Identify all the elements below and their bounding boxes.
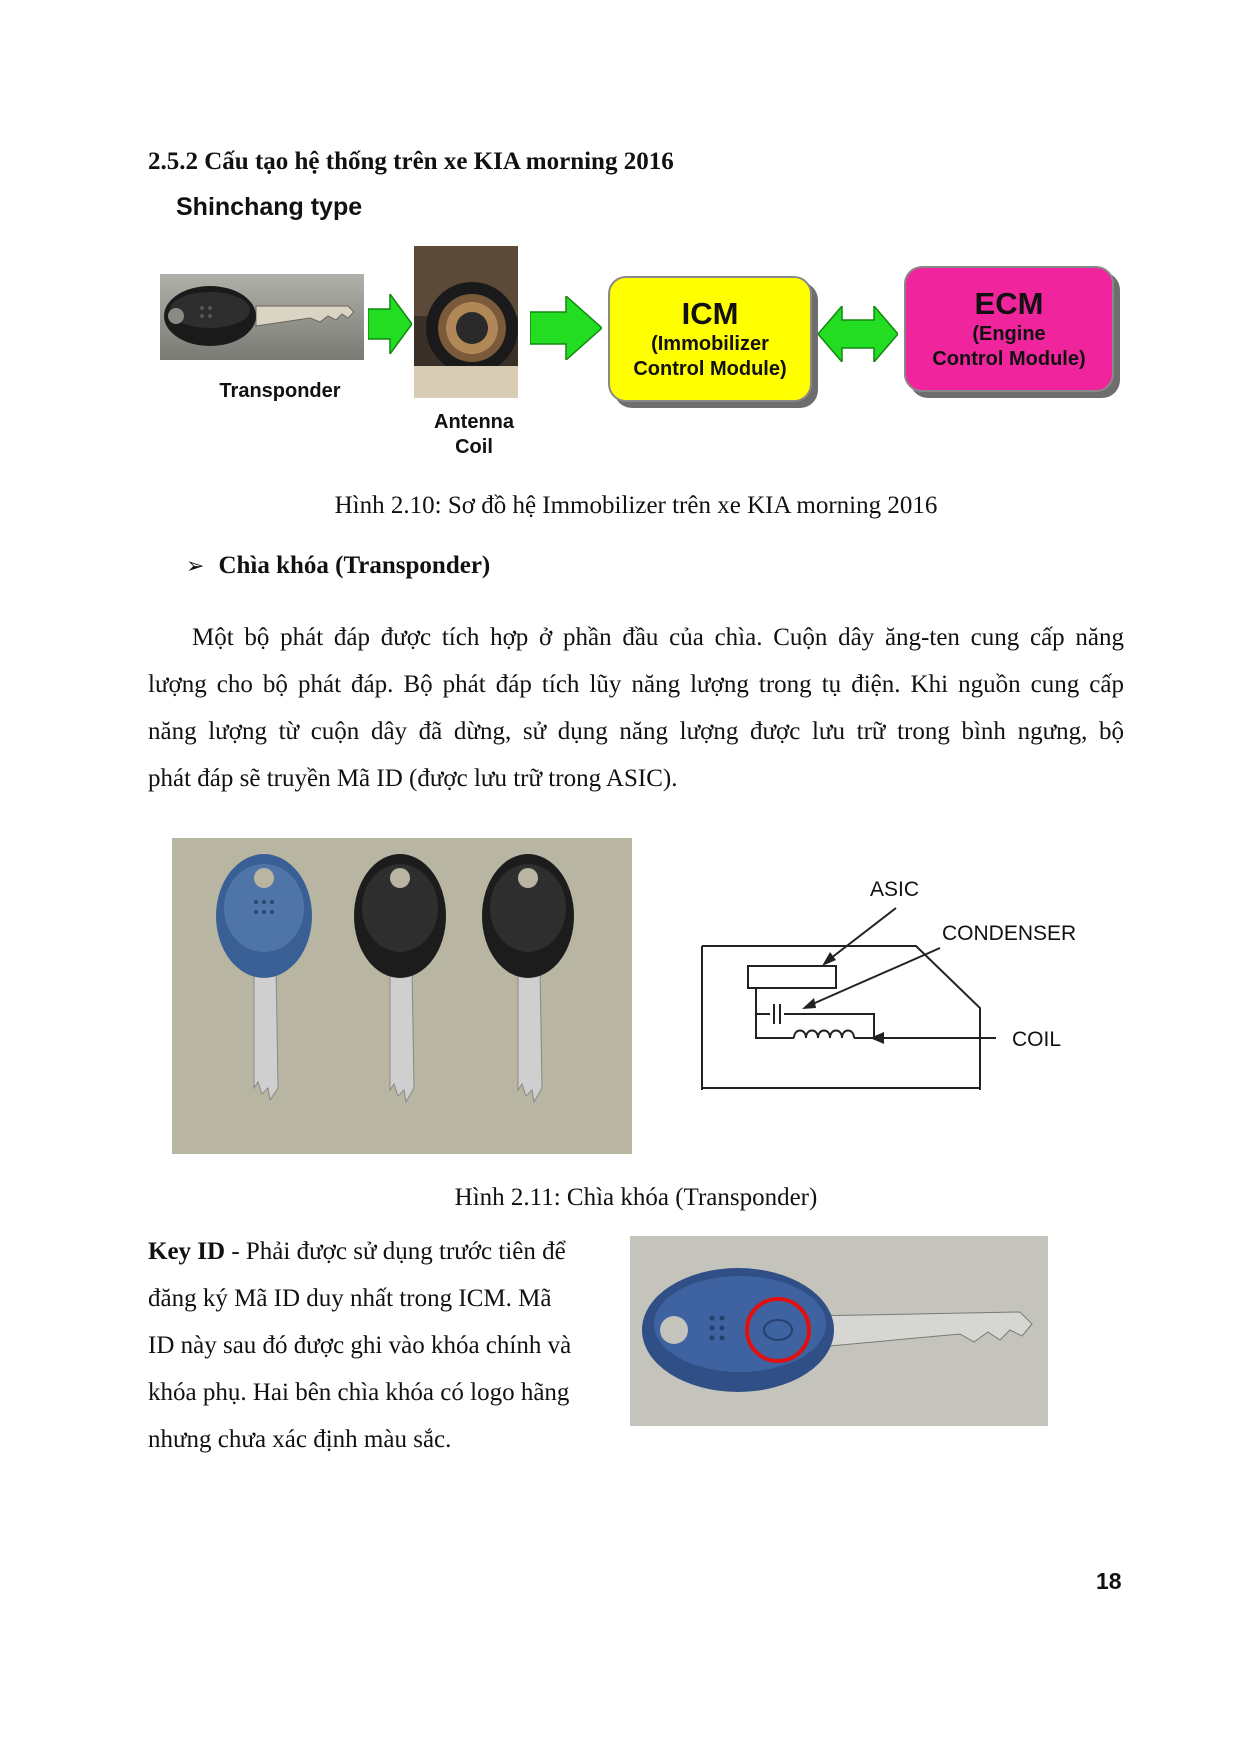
section-heading: 2.5.2 Cấu tạo hệ thống trên xe KIA morning 2016: [148, 148, 674, 175]
ecm-box: [904, 266, 1114, 392]
ecm-sub-2: Control Module): [932, 348, 1086, 370]
keyid-line: ID này sau đó được ghi vào khóa chính và: [148, 1332, 572, 1359]
bullet-heading: [186, 552, 490, 580]
keys-photo: [172, 838, 632, 1154]
diagram-title: Shinchang type: [176, 193, 363, 221]
figure-2-10-caption: Hình 2.10: Sơ đồ hệ Immobilizer trên xe KIA morning 2016: [334, 492, 938, 519]
icm-sub-1: (Immobilizer: [651, 333, 769, 355]
paragraph-line: phát đáp sẽ truyền Mã ID (được lưu trữ trong ASIC).: [148, 765, 678, 792]
transponder-schematic: [696, 880, 1096, 1090]
antenna-coil-label: [402, 410, 546, 460]
antenna-label-line-1: Antenna: [434, 411, 514, 433]
paragraph-line: năng lượng từ cuộn dây đã dừng, sử dụng năng lượng được lưu trữ trong bình ngưng, bộ: [148, 718, 1124, 745]
antenna-label-line-2: Coil: [455, 436, 493, 458]
ecm-sub-1: (Engine: [972, 323, 1046, 345]
icm-sub-2: Control Module): [633, 358, 787, 380]
keyid-line: nhưng chưa xác định màu sắc.: [148, 1426, 452, 1453]
page-number: 18: [1096, 1568, 1122, 1594]
figure-2-11-caption: Hình 2.11: Chìa khóa (Transponder): [454, 1184, 818, 1211]
key-logo-photo: [630, 1236, 1048, 1426]
paragraph-line: lượng cho bộ phát đáp. Bộ phát đáp tích lũy năng lượng trong tụ điện. Khi nguồn cung cấp: [148, 671, 1124, 698]
icm-box: [608, 276, 812, 402]
keyid-line: đăng ký Mã ID duy nhất trong ICM. Mã: [148, 1285, 552, 1312]
bullet-arrow-icon: ➢: [186, 554, 205, 579]
ecm-title: ECM: [974, 286, 1044, 321]
asic-label: ASIC: [870, 878, 920, 901]
antenna-coil-photo: [414, 246, 518, 398]
keyid-line-1-rest: - Phải được sử dụng trước tiên để: [225, 1238, 566, 1265]
keyid-paragraph: [148, 1228, 602, 1463]
keyid-line: [148, 1228, 602, 1275]
condenser-label: CONDENSER: [942, 922, 1077, 945]
paragraph-line: Một bộ phát đáp được tích hợp ở phần đầu của chìa. Cuộn dây ăng-ten cung cấp năng: [192, 624, 1124, 651]
arrow-right-icon: [530, 296, 602, 360]
coil-label: COIL: [1012, 1028, 1062, 1051]
transponder-label: Transponder: [219, 380, 341, 402]
body-paragraph: [148, 614, 1124, 802]
double-arrow-icon: [818, 306, 898, 362]
keyid-line: khóa phụ. Hai bên chìa khóa có logo hãng: [148, 1379, 570, 1406]
transponder-photo: [160, 274, 364, 360]
icm-title: ICM: [681, 296, 739, 331]
arrow-right-icon: [368, 294, 412, 354]
keyid-bold: Key ID: [148, 1238, 226, 1265]
bullet-heading-text: Chìa khóa (Transponder): [218, 552, 491, 579]
